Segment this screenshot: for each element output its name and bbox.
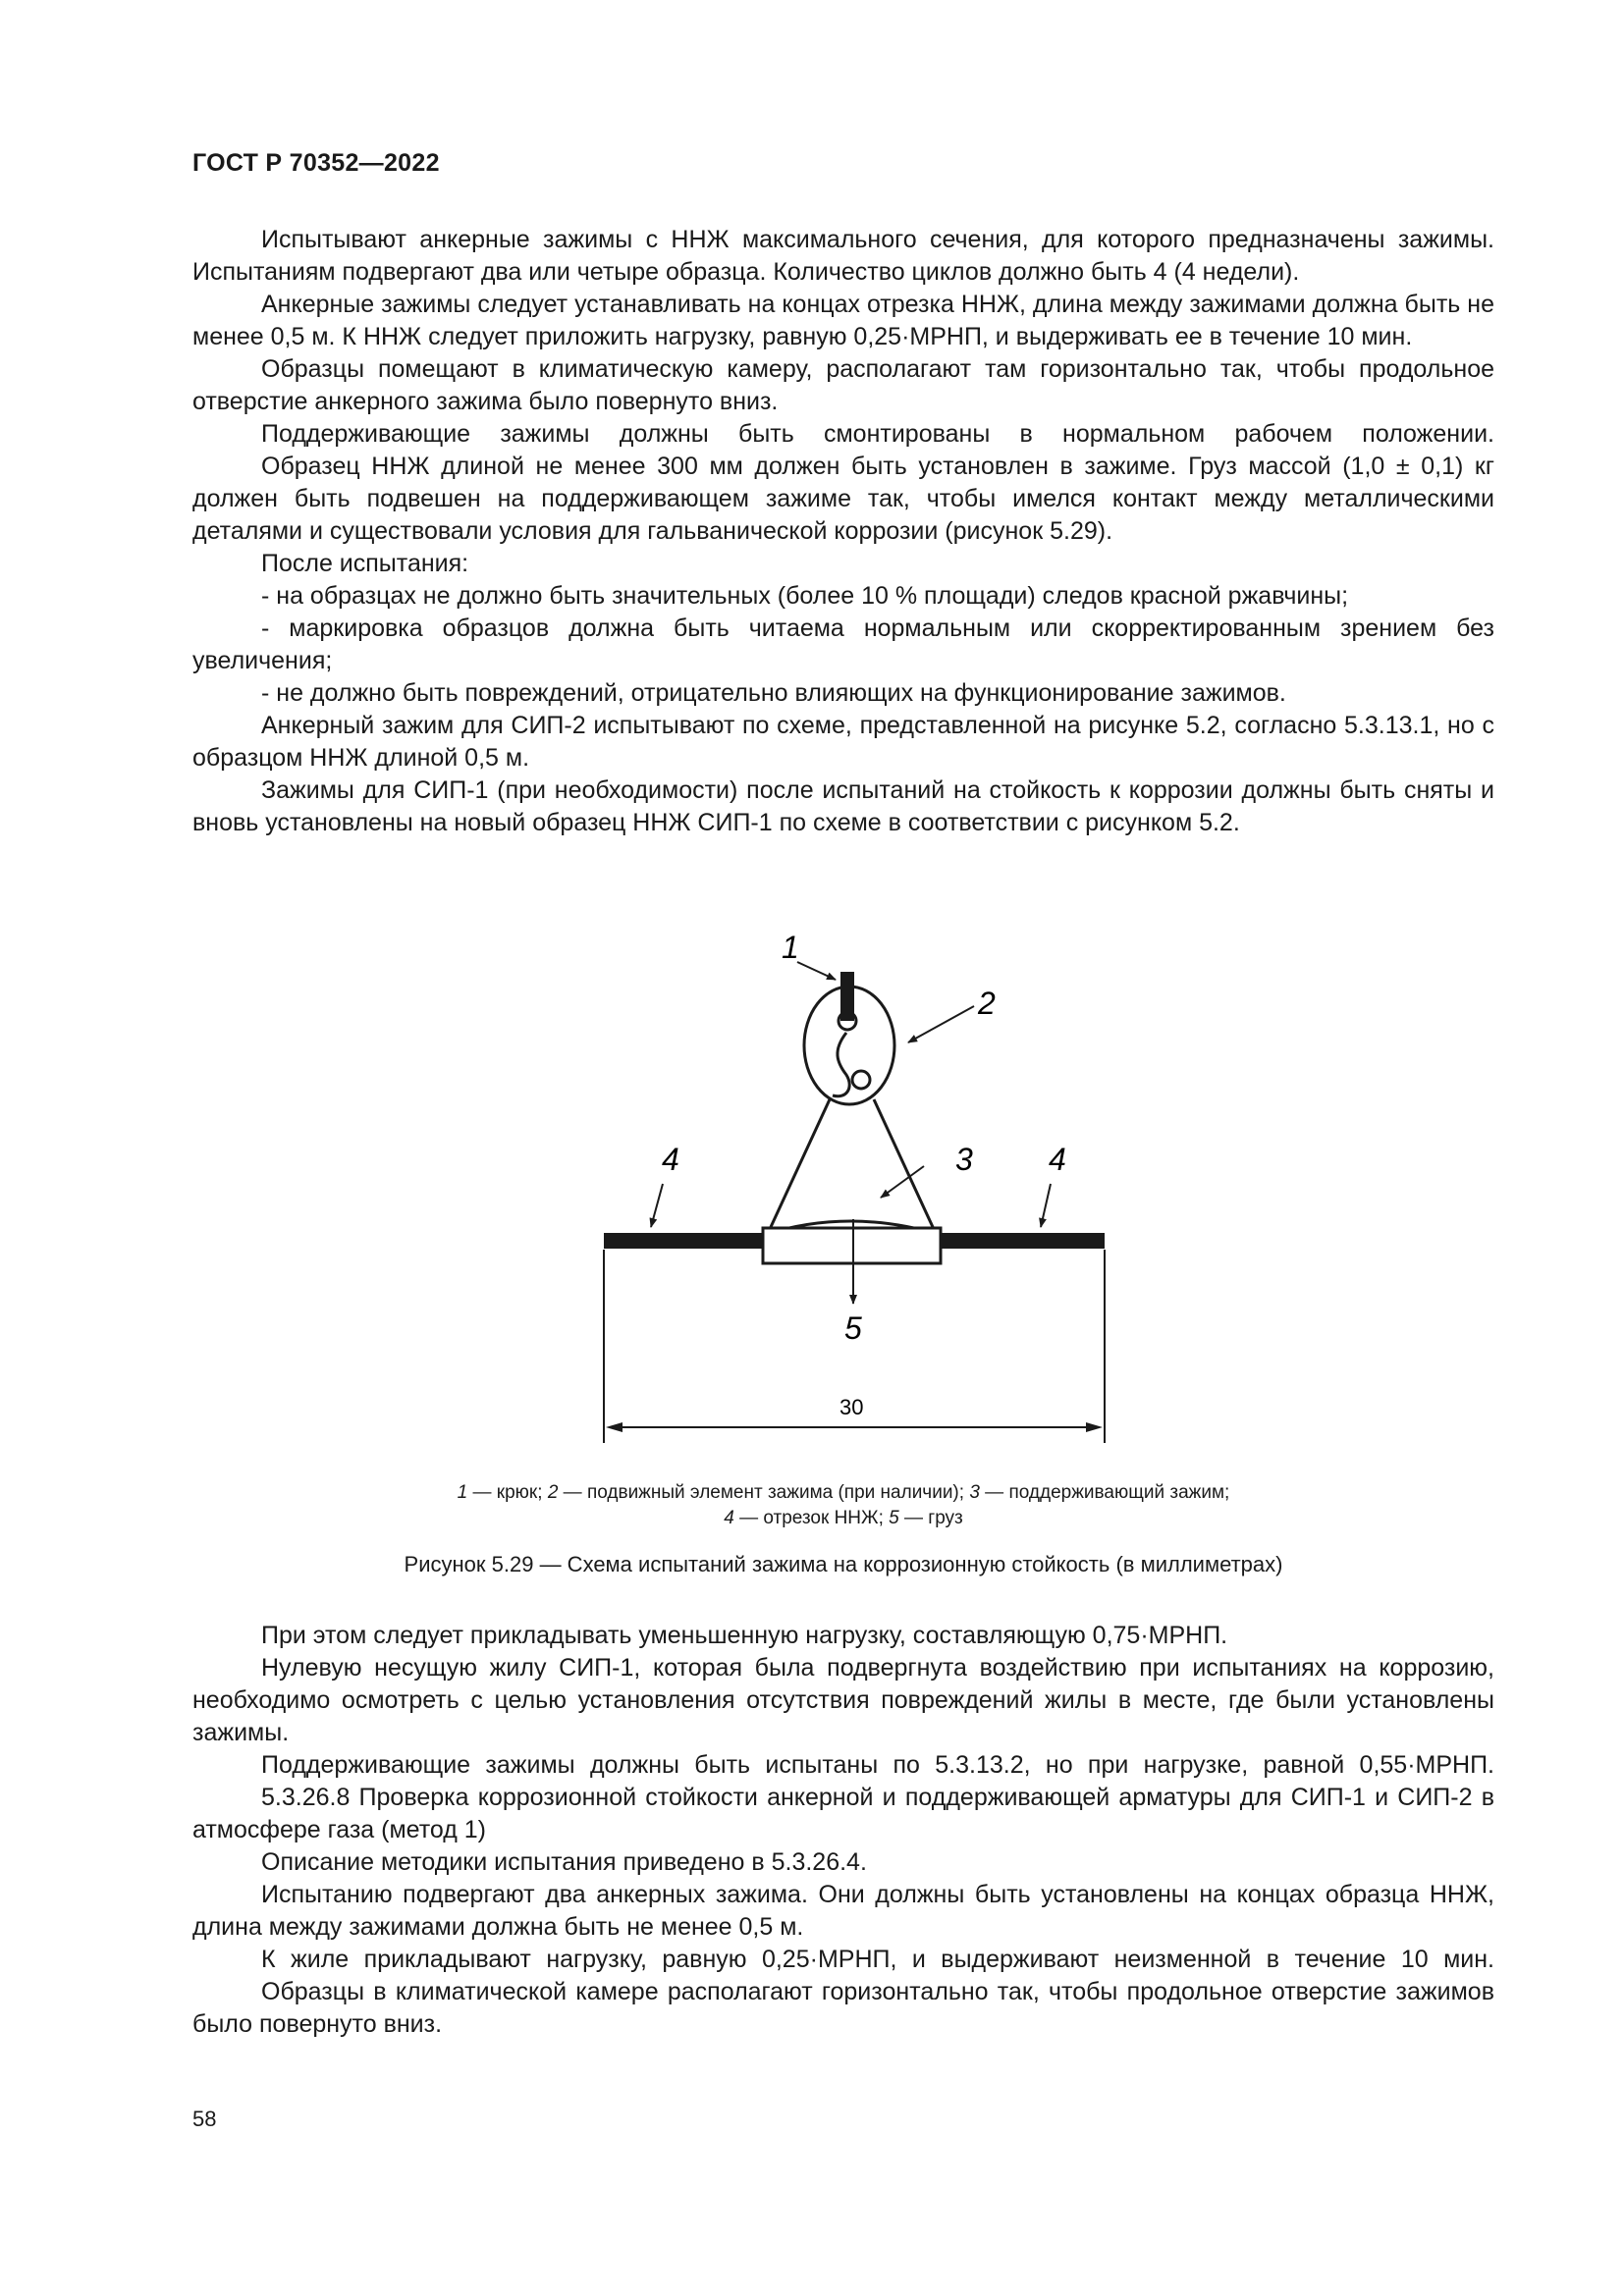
- pivot-hole: [852, 1071, 870, 1089]
- text-block-bottom: [192, 1620, 1494, 2041]
- label-2: 2: [978, 986, 996, 1021]
- page-number: 58: [192, 2107, 217, 2131]
- list-item: - маркировка образцов должна быть читаема нормальным или скорректированным зрением без увеличения;: [192, 614, 1494, 674]
- paragraph: К жиле прикладывают нагрузку, равную 0,25·МРНП, и выдерживают неизменной в течение 10 мин.: [261, 1946, 1494, 1973]
- paragraph: Испытанию подвергают два анкерных зажима. Они должны быть установлены на концах образца ННЖ, длина между зажимами должна быть не менее 0,5 м.: [192, 1881, 1494, 1941]
- dimension-value: 30: [839, 1395, 864, 1419]
- movable-element-slot: [833, 1033, 849, 1096]
- leader-line-2: [908, 1006, 974, 1042]
- paragraph: Зажимы для СИП-1 (при необходимости) после испытаний на стойкость к коррозии должны быть сняты и вновь установлены на новый образец ННЖ СИП-1 по схеме в соответствии с рисунком 5.2.: [192, 776, 1494, 836]
- section-heading: 5.3.26.8 Проверка коррозионной стойкости анкерной и поддерживающей арматуры для СИП-1 и СИП-2 в атмосфере газа (метод 1): [192, 1784, 1494, 1843]
- leader-line-1: [797, 962, 836, 980]
- list-item: - на образцах не должно быть значительных (более 10 % площади) следов красной ржавчины;: [261, 582, 1349, 610]
- support-clamp-body: [771, 1099, 933, 1227]
- leader-line-4-left: [651, 1184, 663, 1227]
- figure-5-29: [589, 913, 1119, 1463]
- paragraph: При этом следует прикладывать уменьшенную нагрузку, составляющую 0,75·МРНП.: [261, 1622, 1228, 1649]
- conductor-segment-left: [604, 1233, 763, 1249]
- paragraph: Испытывают анкерные зажимы с ННЖ максимального сечения, для которого предназначены зажимы. Испытаниям подвергают два или четыре образца. Количество циклов должно быть 4 (4 недели).: [192, 226, 1494, 286]
- paragraph: После испытания:: [261, 550, 469, 577]
- paragraph: Анкерные зажимы следует устанавливать на концах отрезка ННЖ, длина между зажимами должна быть не менее 0,5 м. К ННЖ следует приложить нагрузку, равную 0,25·МРНП, и выдерживать ее в течение 10 мин.: [192, 291, 1494, 350]
- legend-line-2: 4 — отрезок ННЖ; 5 — груз: [724, 1508, 963, 1528]
- paragraph: Образцы в климатической камере располагают горизонтально так, чтобы продольное отверстие зажимов было повернуто вниз.: [192, 1978, 1494, 2038]
- paragraph: Описание методики испытания приведено в 5.3.26.4.: [261, 1848, 867, 1876]
- label-1: 1: [782, 930, 799, 965]
- paragraph: Анкерный зажим для СИП-2 испытывают по схеме, представленной на рисунке 5.2, согласно 5.3.13.1, но с образцом ННЖ длиной 0,5 м.: [192, 712, 1494, 772]
- document-id-header: ГОСТ Р 70352—2022: [192, 149, 440, 177]
- text-block-top: [192, 224, 1494, 839]
- paragraph: Поддерживающие зажимы должны быть смонтированы в нормальном рабочем положении.: [261, 420, 1494, 448]
- clamp-diagram: [589, 913, 1119, 1463]
- conductor-segment-right: [941, 1233, 1105, 1249]
- label-4-left: 4: [662, 1142, 679, 1177]
- clamp-base: [763, 1228, 941, 1263]
- list-item: - не должно быть повреждений, отрицательно влияющих на функционирование зажимов.: [261, 679, 1286, 707]
- paragraph: Нулевую несущую жилу СИП-1, которая была подвергнута воздействию при испытаниях на коррозию, необходимо осмотреть с целью установления отсутствия повреждений жилы в месте, где были установлены зажимы.: [192, 1654, 1494, 1746]
- paragraph: Образец ННЖ длиной не менее 300 мм должен быть установлен в зажиме. Груз массой (1,0 ± 0,1) кг должен быть подвешен на поддерживающем зажиме так, чтобы имелся контакт между металлическими деталями и существовали условия для гальванической коррозии (рисунок 5.29).: [192, 453, 1494, 545]
- label-5: 5: [844, 1310, 862, 1346]
- figure-legend: [192, 1480, 1494, 1531]
- leader-line-4-right: [1041, 1184, 1051, 1227]
- paragraph: Образцы помещают в климатическую камеру, располагают там горизонтально так, чтобы продольное отверстие анкерного зажима было повернуто вниз.: [192, 355, 1494, 415]
- paragraph: Поддерживающие зажимы должны быть испытаны по 5.3.13.2, но при нагрузке, равной 0,55·МРНП.: [261, 1751, 1494, 1779]
- legend-line-1: 1 — крюк; 2 — подвижный элемент зажима (при наличии); 3 — поддерживающий зажим;: [457, 1482, 1230, 1503]
- figure-title: Рисунок 5.29 — Схема испытаний зажима на коррозионную стойкость (в миллиметрах): [404, 1552, 1283, 1576]
- label-3: 3: [955, 1142, 973, 1177]
- label-4-right: 4: [1049, 1142, 1066, 1177]
